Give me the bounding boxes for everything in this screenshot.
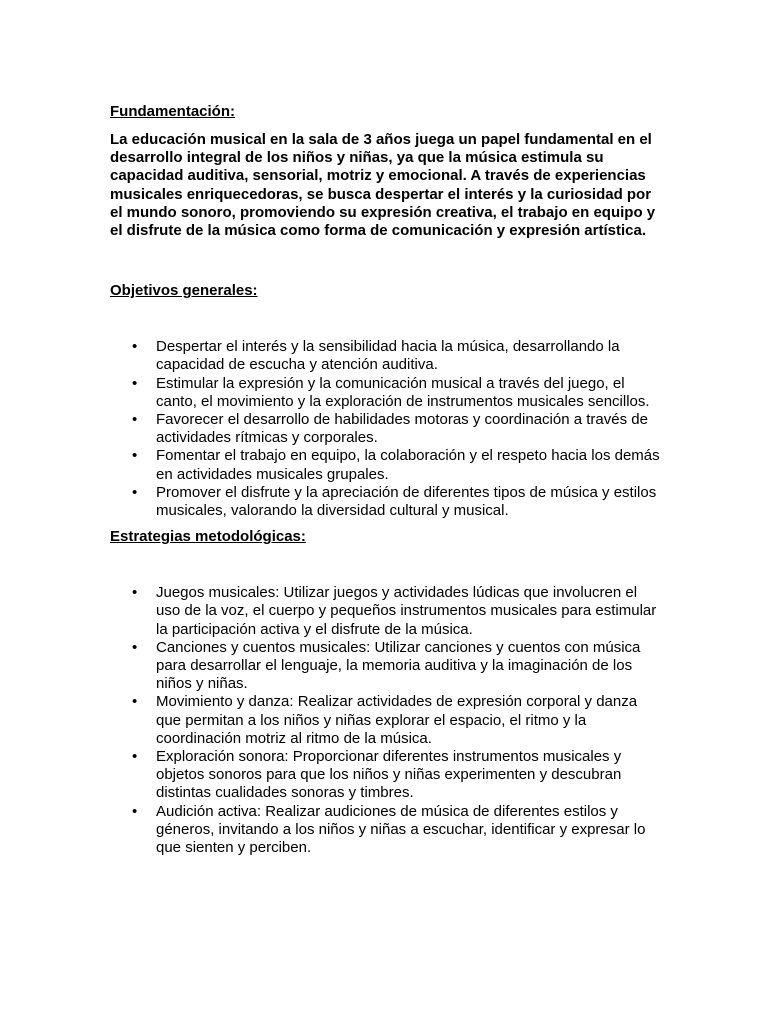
- list-item-text: Movimiento y danza: Realizar actividades de expresión corporal y danza que permitan a los niños y niñas explorar el espacio, el ritmo y la coordinación motriz al ritmo de la música.: [156, 693, 638, 747]
- fundamentacion-heading: Fundamentación:: [110, 103, 236, 120]
- list-item: [110, 693, 665, 748]
- list-item-text: Fomentar el trabajo en equipo, la colaboración y el respeto hacia los demás en actividades musicales grupales.: [156, 447, 660, 483]
- bullet-icon: •: [132, 584, 138, 602]
- list-item: [110, 411, 665, 447]
- objetivos-list: [110, 338, 665, 520]
- list-item-text: Juegos musicales: Utilizar juegos y actividades lúdicas que involucren el uso de la voz, el cuerpo y pequeños instrumentos musicales para estimular la participación activa y el disfrute de la música.: [156, 584, 657, 638]
- bullet-icon: •: [132, 693, 138, 711]
- bullet-icon: •: [132, 338, 138, 356]
- bullet-icon: •: [132, 638, 138, 656]
- fundamentacion-paragraph: La educación musical en la sala de 3 años juega un papel fundamental en el desarrollo integral de los niños y niñas, ya que la música estimula su capacidad auditiva, sensorial, motriz y emocional. A través de experiencias musicales enriquecedoras, se busca despertar el interés y la curiosidad por el mundo sonoro, promoviendo su expresión creativa, el trabajo en equipo y el disfrute de la música como forma de comunicación y expresión artística.: [110, 131, 656, 240]
- list-item-text: Despertar el interés y la sensibilidad hacia la música, desarrollando la capacidad de escucha y atención auditiva.: [156, 338, 620, 374]
- bullet-icon: •: [132, 483, 138, 501]
- bullet-icon: •: [132, 411, 138, 429]
- list-item: [110, 639, 665, 694]
- list-item-text: Exploración sonora: Proporcionar diferentes instrumentos musicales y objetos sonoros para que los niños y niñas experimenten y descubran distintas cualidades sonoras y timbres.: [156, 748, 622, 802]
- objetivos-heading: Objetivos generales:: [110, 282, 258, 300]
- bullet-icon: •: [132, 374, 138, 392]
- document-page: [110, 103, 665, 857]
- list-item-text: Favorecer el desarrollo de habilidades motoras y coordinación a través de actividades rítmicas y corporales.: [156, 411, 648, 447]
- list-item-text: Promover el disfrute y la apreciación de diferentes tipos de música y estilos musicales, valorando la diversidad cultural y musical.: [156, 483, 657, 520]
- bullet-icon: •: [132, 748, 138, 766]
- estrategias-heading: Estrategias metodológicas:: [110, 528, 306, 546]
- list-item-text: Audición activa: Realizar audiciones de música de diferentes estilos y géneros, invitando a los niños y niñas a escuchar, identificar y expresar lo que sienten y perciben.: [156, 802, 646, 857]
- list-item: [110, 375, 665, 411]
- estrategias-list: [110, 584, 665, 857]
- bullet-icon: •: [132, 802, 138, 820]
- bullet-icon: •: [132, 447, 138, 465]
- list-item: [110, 584, 665, 639]
- list-item-text: Estimular la expresión y la comunicación musical a través del juego, el canto, el movimiento y la exploración de instrumentos musicales sencillos.: [156, 374, 650, 410]
- list-item: [110, 803, 665, 858]
- list-item: [110, 447, 665, 483]
- list-item: [110, 484, 665, 520]
- list-item: [110, 748, 665, 803]
- list-item-text: Canciones y cuentos musicales: Utilizar canciones y cuentos con música para desarrollar el lenguaje, la memoria auditiva y la imaginación de los niños y niñas.: [156, 638, 641, 693]
- list-item: [110, 338, 665, 374]
